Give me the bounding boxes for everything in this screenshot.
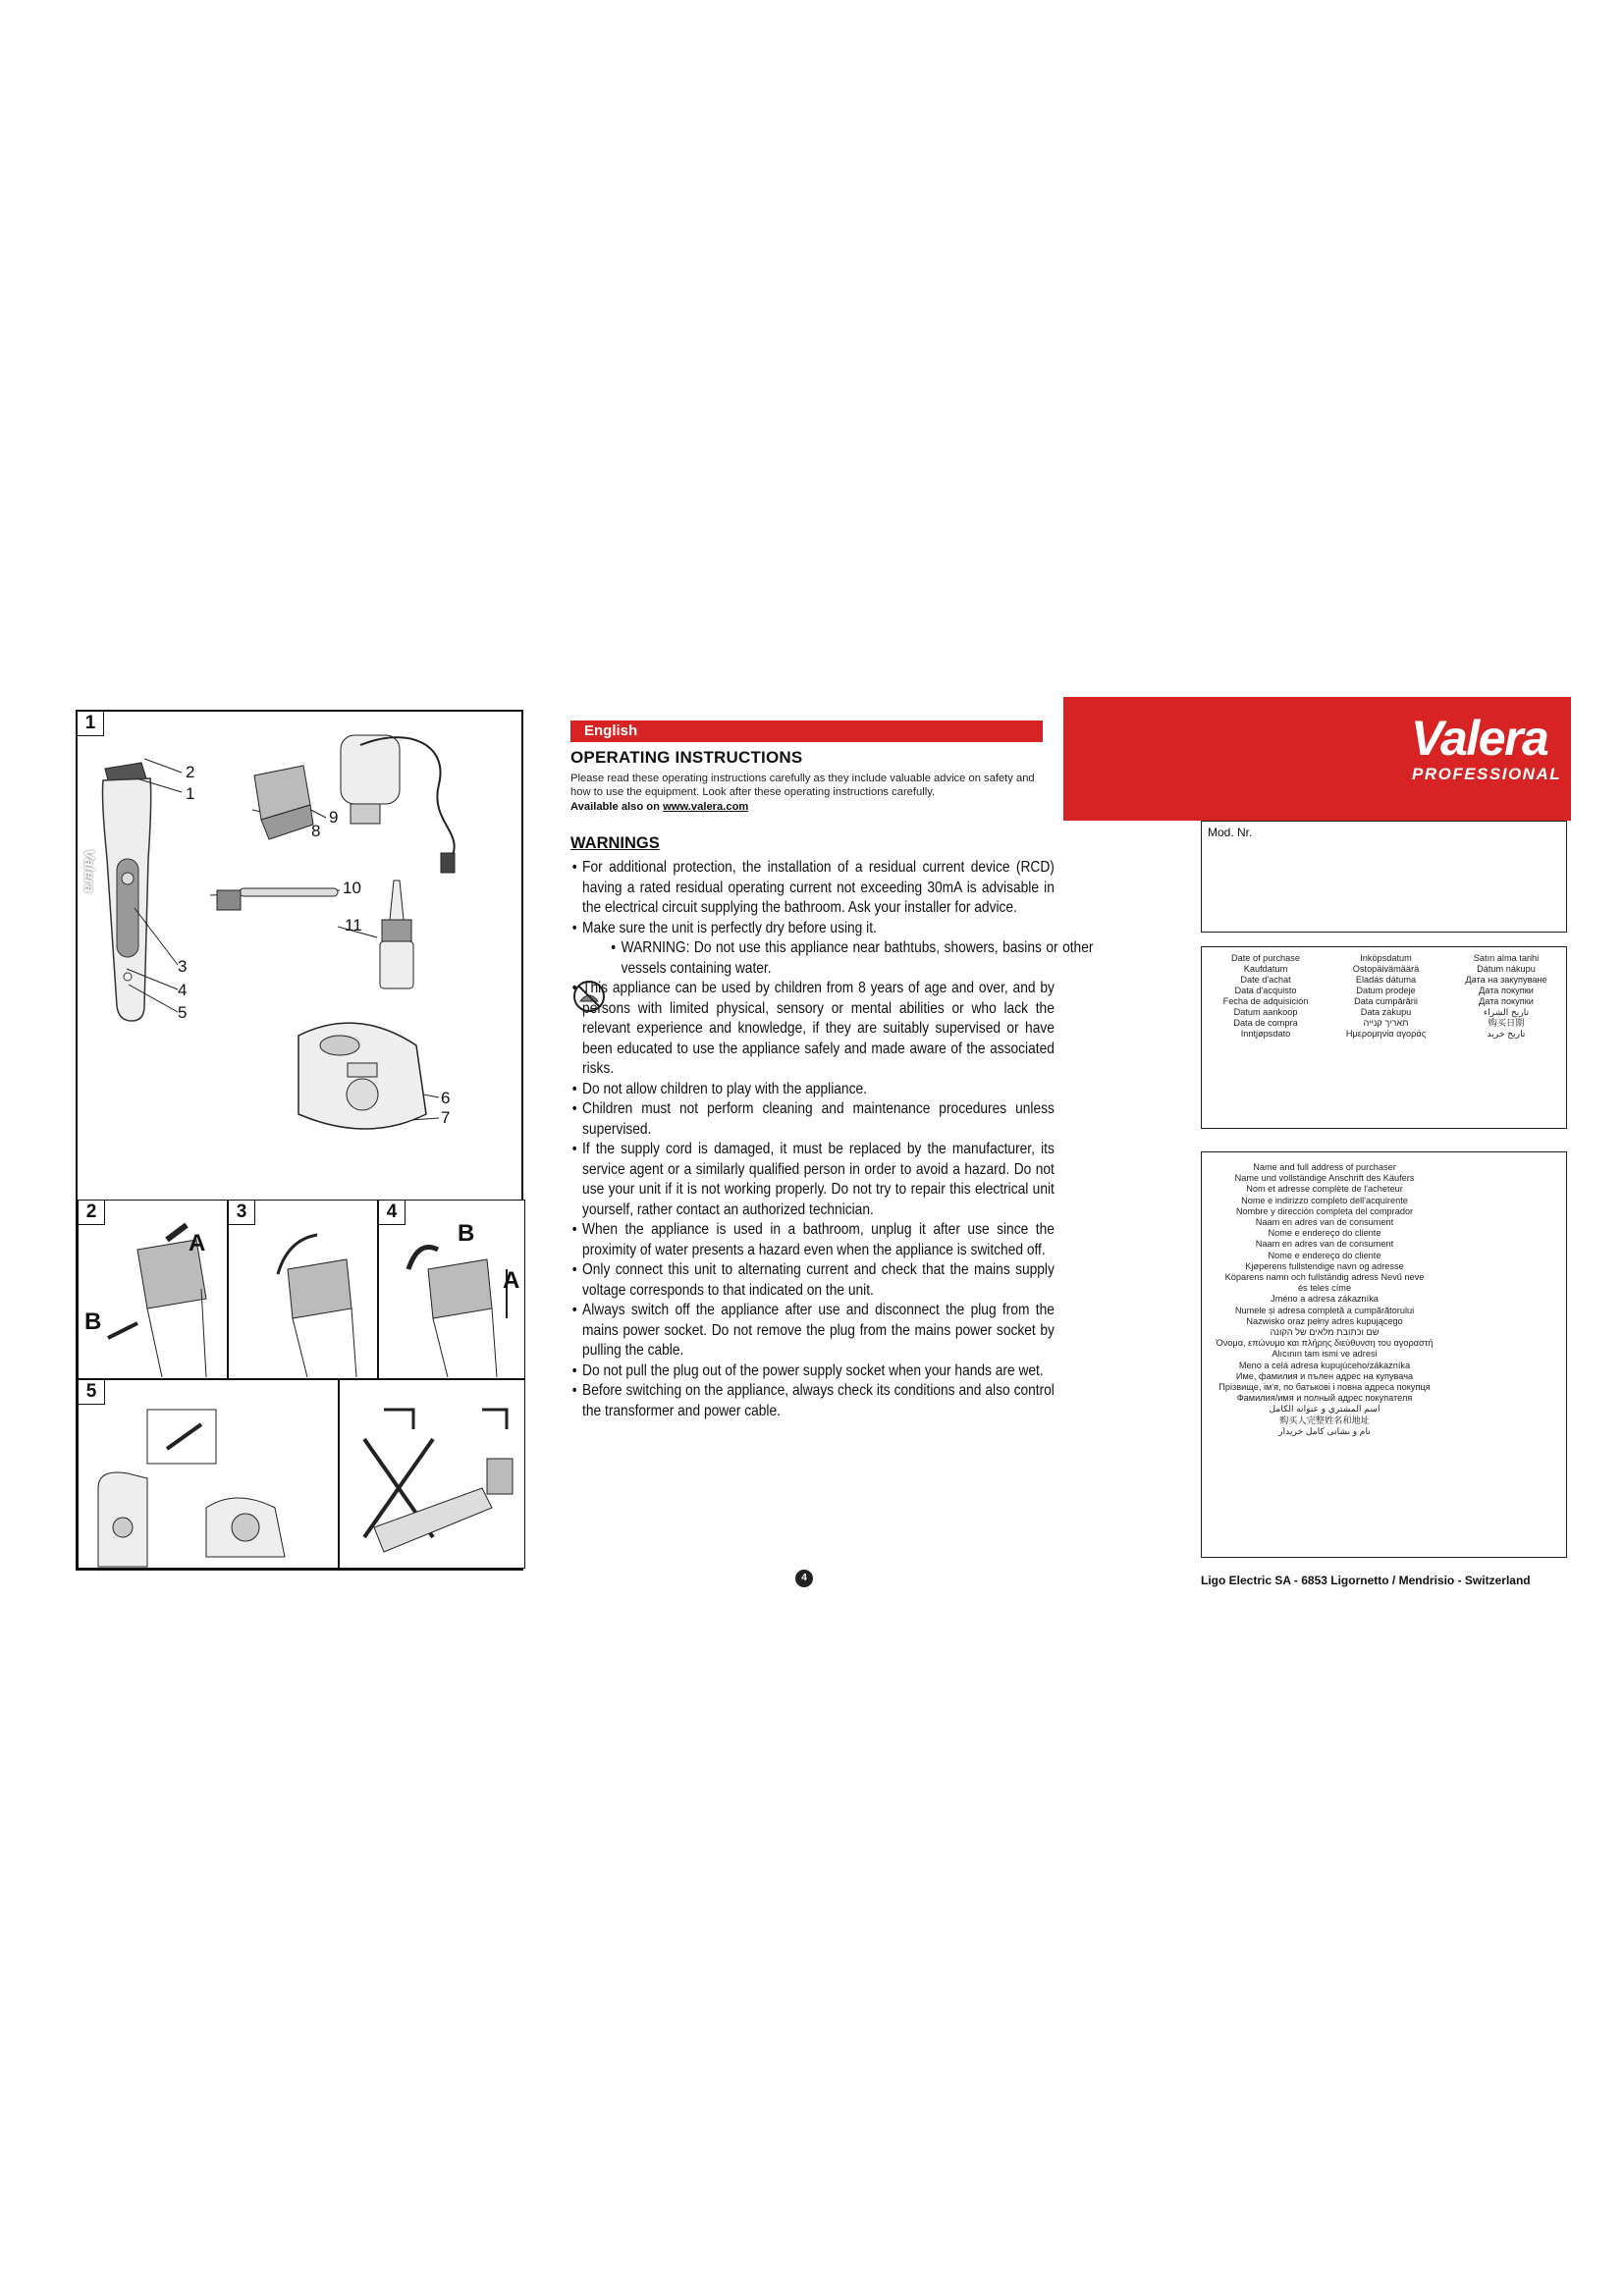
figure-number: 5: [79, 1380, 105, 1405]
figure-2: [78, 1200, 228, 1379]
address-label: Meno a celá adresa kupujúceho/zákazníka: [1238, 1360, 1411, 1370]
address-label: Nom et adresse complète de l'acheteur: [1246, 1184, 1403, 1195]
label-b: B: [458, 1220, 475, 1247]
address-label: Nombre y dirección completa del comprador: [1235, 1205, 1414, 1216]
date-label: Satın alma tarihi: [1473, 953, 1540, 963]
callout-8: 8: [311, 822, 321, 840]
blade-attach-illustration: [399, 1230, 516, 1377]
date-label: Data zakupu: [1360, 1007, 1412, 1017]
operating-instructions-intro: Please read these operating instructions carefully as they include valuable advice on safety and how to use the equipment. Look after these operating instructions carefully.: [570, 773, 1035, 798]
address-label: Όνομα, επώνυμο και πλήρης διεύθυνση του αγοραστή: [1216, 1338, 1434, 1349]
oiling-illustration: [88, 1400, 334, 1567]
date-label: Fecha de adquisición: [1222, 996, 1309, 1006]
warning-item: • Children must not perform cleaning and maintenance procedures unless supervised.: [570, 1099, 1055, 1140]
figure-1: [78, 712, 521, 1200]
model-number-box[interactable]: [1201, 821, 1567, 933]
callout-1: 1: [186, 784, 195, 803]
warning-item: • WARNING: Do not use this appliance near bathtubs, showers, basins or other vessels containing water.: [570, 938, 1093, 979]
model-number-label: Mod. Nr.: [1208, 826, 1253, 839]
date-label: Dátum nákupu: [1477, 964, 1536, 974]
warning-item: • Make sure the unit is perfectly dry before using it.: [570, 919, 1055, 939]
figure-number: 3: [229, 1201, 255, 1225]
purchase-date-box[interactable]: [1201, 946, 1567, 1129]
address-label: és teles címe: [1297, 1283, 1352, 1294]
label-b: B: [84, 1308, 102, 1335]
figure-number: 2: [79, 1201, 105, 1225]
page-number: 4: [795, 1570, 813, 1587]
date-label: Data d'acquisto: [1234, 986, 1297, 995]
date-labels-col-1: [1212, 953, 1320, 1040]
warnings-list: [570, 858, 1094, 1421]
date-labels-col-3: [1452, 953, 1560, 1040]
date-label: Eladás dátuma: [1355, 975, 1417, 985]
oil-bottle-illustration: [372, 881, 421, 998]
address-label: اسم المشتري و عنوانه الكامل: [1269, 1404, 1380, 1415]
date-label: Date d'achat: [1240, 975, 1291, 985]
callout-9: 9: [329, 808, 339, 827]
address-label: Фамилия/имя и полный адрес покупателя: [1236, 1393, 1413, 1404]
label-a: A: [503, 1267, 520, 1294]
callout-2: 2: [186, 763, 195, 781]
date-label: Inntjøpsdato: [1240, 1029, 1291, 1039]
date-label: Datum prodeje: [1356, 986, 1416, 995]
date-label: Kaufdatum: [1243, 964, 1288, 974]
figure-4: [378, 1200, 525, 1379]
callout-4: 4: [178, 981, 188, 999]
date-label: Inköpsdatum: [1360, 953, 1412, 963]
address-label: שם וכתובת מלאים של הקונה: [1270, 1327, 1380, 1338]
availability-line: [570, 801, 748, 813]
warning-item: • Do not allow children to play with the appliance.: [570, 1080, 1055, 1100]
adapter-illustration: [331, 725, 488, 882]
callout-10: 10: [343, 879, 361, 897]
callout-7: 7: [441, 1108, 451, 1127]
figure-number: 4: [379, 1201, 406, 1225]
brush-illustration: [215, 881, 343, 920]
manufacturer-address: Ligo Electric SA - 6853 Ligornetto / Mendrisio - Switzerland: [1201, 1574, 1531, 1587]
purchaser-address-labels: [1202, 1162, 1447, 1437]
brand-logo: Valera: [1411, 711, 1548, 766]
date-label: Data cumpărării: [1354, 996, 1418, 1006]
callout-3: 3: [178, 957, 188, 976]
date-labels-col-2: [1329, 953, 1442, 1040]
no-water-rinse-illustration: [345, 1390, 521, 1567]
warning-item: • Always switch off the appliance after use and disconnect the plug from the mains power socket. Do not remove the plug from the mains power socket by pulling the cable.: [570, 1301, 1055, 1362]
date-label: Data de compra: [1233, 1018, 1298, 1028]
date-label: تاريخ الشراء: [1483, 1007, 1530, 1017]
charging-base-illustration: [279, 1006, 436, 1144]
figure-5: [78, 1379, 339, 1569]
figure-no-water: [339, 1379, 525, 1569]
warning-item: • Only connect this unit to alternating current and check that the mains supply voltage corresponds to that indicated on the unit.: [570, 1260, 1055, 1301]
date-label: Дата на закупуване: [1465, 975, 1547, 985]
purchaser-address-box[interactable]: [1201, 1151, 1567, 1558]
callout-11: 11: [345, 916, 362, 934]
address-label: Nome e endereço do cliente: [1268, 1250, 1381, 1260]
address-label: 购买人完整姓名和地址: [1279, 1415, 1370, 1425]
operating-instructions-title: OPERATING INSTRUCTIONS: [570, 748, 803, 767]
availability-prefix: Available also on: [570, 801, 664, 813]
address-label: Köparens namn och fullständig adress Nevű neve: [1224, 1272, 1425, 1283]
warning-item: • Before switching on the appliance, always check its conditions and also control the transformer and power cable.: [570, 1381, 1055, 1421]
address-label: Nome e endereço do cliente: [1268, 1228, 1381, 1239]
address-label: Name and full address of purchaser: [1253, 1162, 1396, 1172]
label-a: A: [189, 1230, 206, 1256]
comb-illustration: [249, 766, 321, 844]
date-label: תאריך קנייה: [1363, 1018, 1409, 1028]
address-label: Naam en adres van de consument: [1255, 1217, 1394, 1228]
date-label: Ostopäivämäärä: [1352, 964, 1420, 974]
warning-item: • For additional protection, the installation of a residual current device (RCD) having a rated residual operating current not exceeding 30mA is advisable in the electrical circuit supplying the bathroom. Ask your installer for advice.: [570, 858, 1055, 919]
callout-5: 5: [178, 1003, 188, 1022]
address-label: Име, фамилия и пълен адрес на купувача: [1235, 1370, 1414, 1381]
website-link[interactable]: www.valera.com: [663, 801, 749, 813]
figures-panel: [76, 710, 523, 1571]
figure-number: 1: [78, 712, 104, 736]
date-label: Дата покупки: [1479, 986, 1534, 995]
blade-remove-illustration: [258, 1230, 366, 1377]
address-label: Alıcının tam ismi ve adresi: [1272, 1349, 1378, 1360]
date-label: Datum aankoop: [1233, 1007, 1298, 1017]
brand-subtitle: PROFESSIONAL: [1412, 765, 1562, 783]
date-label: Ημερομηνία αγοράς: [1345, 1029, 1427, 1039]
address-label: Nome e indirizzo completo dell'acquirente: [1241, 1195, 1408, 1205]
warning-item: • This appliance can be used by children from 8 years of age and over, and by persons with limited physical, sensory or mental abilities or who lack the relevant experience and knowledge, if they are suitably supervised or have been educated to use the appliance safely and made aware of the associated risks.: [570, 979, 1055, 1080]
warning-item: • When the appliance is used in a bathroom, unplug it after use since the proximity of water presents a hazard even when the appliance is switched off.: [570, 1220, 1055, 1260]
warning-item: • Do not pull the plug out of the power supply socket when your hands are wet.: [570, 1362, 1055, 1382]
date-label: تاریخ خرید: [1487, 1029, 1526, 1039]
address-label: Naam en adres van de consument: [1255, 1239, 1394, 1250]
address-label: Прізвище, ім'я, по батькові і повна адреса покупця: [1218, 1382, 1431, 1393]
warnings-title: WARNINGS: [570, 834, 660, 852]
date-label: 购买日期: [1488, 1018, 1525, 1028]
date-label: Дата покупки: [1479, 996, 1534, 1006]
address-label: نام و نشانی کامل خریدار: [1278, 1425, 1371, 1436]
warning-item: • If the supply cord is damaged, it must be replaced by the manufacturer, its service agent or a similarly qualified person in order to avoid a hazard. Do not use your unit if it is not working properly. Do not try to repair this electrical unit yourself, rather contact an authorized technician.: [570, 1140, 1055, 1220]
language-tab: English: [570, 721, 1043, 742]
trimmer-brand-text: Valera: [81, 849, 97, 893]
address-label: Kjøperens fullstendige navn og adresse: [1245, 1260, 1404, 1271]
address-label: Numele și adresa completă a cumpărătorului: [1234, 1305, 1415, 1315]
date-label: Date of purchase: [1231, 953, 1300, 963]
address-label: Name und vollständige Anschrift des Käufers: [1234, 1173, 1415, 1184]
callout-6: 6: [441, 1089, 451, 1107]
address-label: Jméno a adresa zákazníka: [1271, 1294, 1379, 1305]
figure-3: [228, 1200, 378, 1379]
address-label: Nazwisko oraz pełny adres kupującego: [1246, 1315, 1403, 1326]
